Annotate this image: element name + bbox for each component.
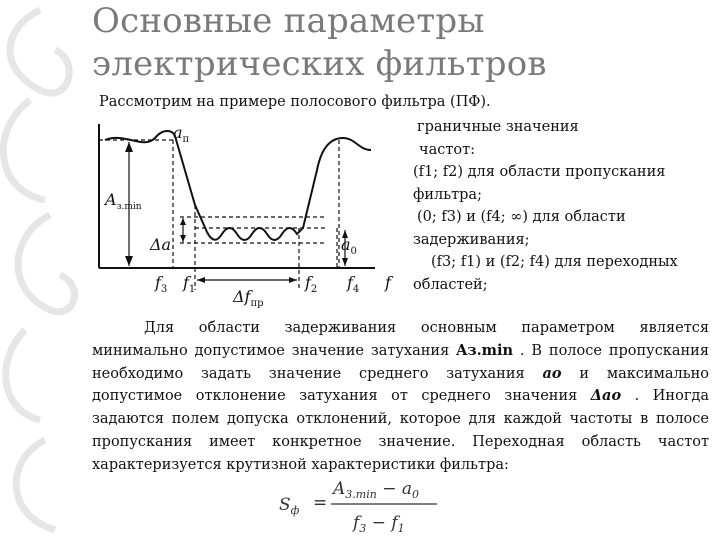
side-line-2: частот: xyxy=(419,141,476,158)
filter-attenuation-diagram xyxy=(85,110,425,310)
label-an: $a_п$ xyxy=(173,123,190,145)
label-a0: $a_0$ xyxy=(341,235,357,257)
body-paragraph xyxy=(92,317,709,477)
steepness-formula xyxy=(275,474,445,534)
side-line-7: (f3; f1) и (f2; f4) для переходных xyxy=(431,254,678,270)
label-f3: $f_3$ xyxy=(155,273,168,295)
para-text-3: и максимально допустимое отклонение затухания от среднего значения xyxy=(92,365,710,405)
title-line-2: электрических фильтров xyxy=(92,44,547,84)
side-line-8: областей; xyxy=(413,276,488,293)
intro-text: Рассмотрим на примере полосового фильтра (ПФ). xyxy=(99,94,491,110)
para-text-2: . В полосе пропускания необходимо задать значение среднего затухания xyxy=(92,342,709,382)
label-f: f xyxy=(385,273,391,292)
formula-denominator: $f_3 - f_1$ xyxy=(353,513,405,534)
formula-lhs: $S_ф$ xyxy=(279,495,300,517)
side-line-6: задерживания; xyxy=(413,231,530,248)
formula-eq: = xyxy=(313,493,328,513)
slide-title xyxy=(92,0,712,86)
title-line-1: Основные параметры xyxy=(92,1,485,41)
label-f4: $f_4$ xyxy=(347,273,360,295)
para-da0: Δaо xyxy=(590,387,622,405)
label-f1: $f_1$ xyxy=(183,273,196,295)
attenuation-curve xyxy=(105,131,371,240)
para-text-1: Для области задерживания основным параметром является минимально допустимое значение затухания xyxy=(92,320,709,359)
label-Amin: $A_{з.min}$ xyxy=(105,190,142,212)
label-f2: $f_2$ xyxy=(305,273,318,295)
para-a0: aо xyxy=(542,364,562,382)
para-text-4: . Иногда задаются полем допуска отклонений, которое для каждой частоты в полосе пропускания имеет конкретное значение. Переходная область частот характеризуется крутизной характеристики фильтра: xyxy=(92,388,709,473)
side-text xyxy=(413,116,713,296)
label-dfpr: $\Delta f_{пр}$ xyxy=(233,287,264,309)
side-line-3: (f1; f2) для области пропускания xyxy=(413,164,666,180)
label-da: Δa xyxy=(150,235,172,254)
formula-numerator: $A_{3.min} - a_0$ xyxy=(333,479,419,501)
para-Amin: Aз.min xyxy=(456,341,514,359)
side-line-1: граничные значения xyxy=(417,119,579,135)
side-line-4: фильтра; xyxy=(413,186,482,203)
side-line-5: (0; f3) и (f4; ∞) для области xyxy=(417,209,626,225)
